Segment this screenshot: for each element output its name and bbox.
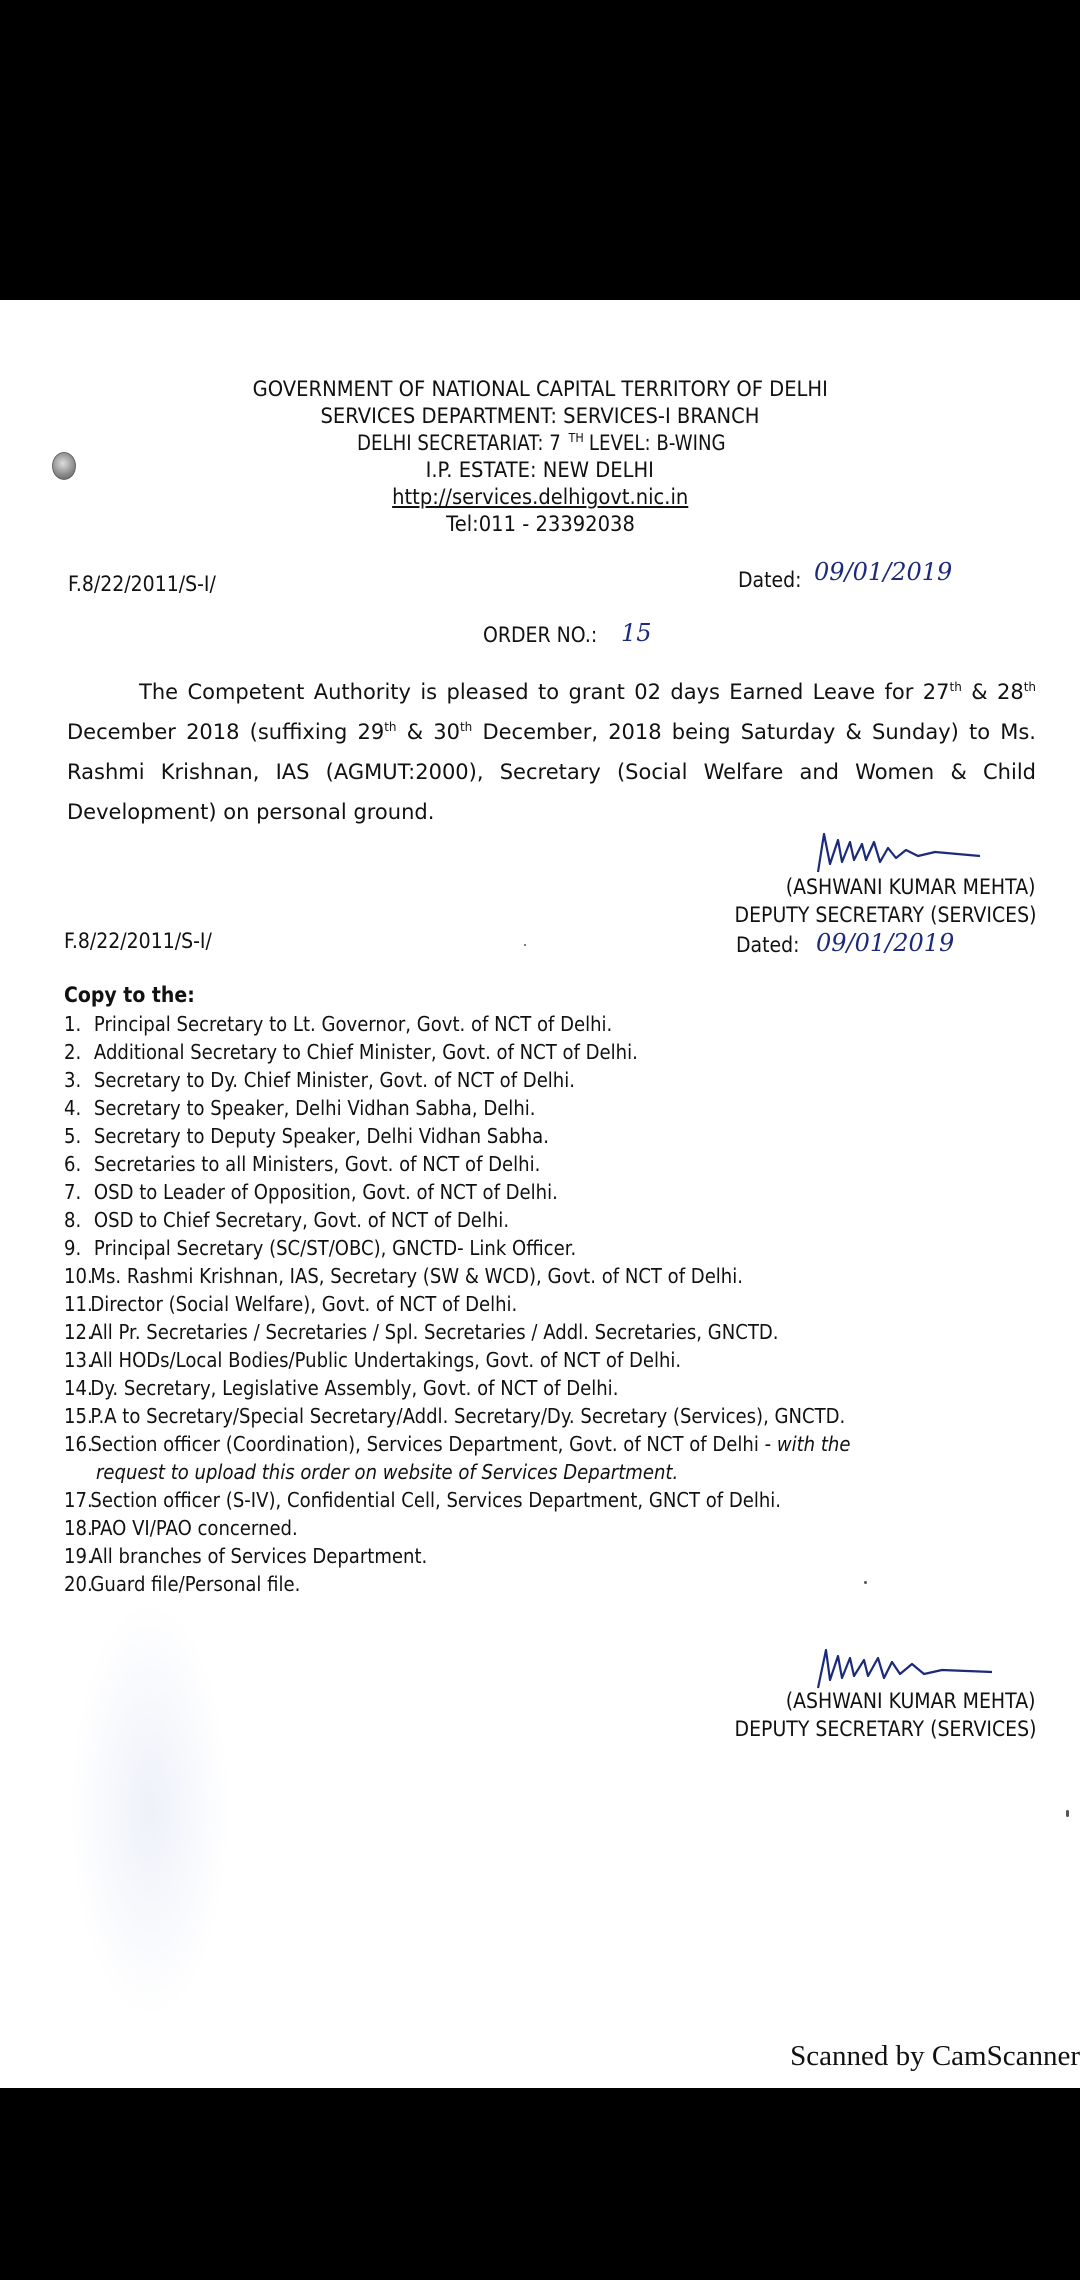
copy-to-item-text: Ms. Rashmi Krishnan, IAS, Secretary (SW & WCD), Govt. of NCT of Delhi. xyxy=(90,1264,743,1288)
header-line-estate xyxy=(0,457,1080,483)
body-line: Rashmi Krishnan, IAS (AGMUT:2000), Secretary (Social Welfare and Women & Child xyxy=(67,760,1036,784)
copy-to-item-number: 16. xyxy=(64,1432,93,1456)
copy-to-item xyxy=(64,1206,570,1234)
copy-to-item-number: 2. xyxy=(64,1040,82,1064)
copy-to-item-content xyxy=(64,1318,778,1346)
body-text: December, 2018 being Saturday & Sunday) to Ms. xyxy=(472,720,1036,744)
copy-to-item-number: 18. xyxy=(64,1516,93,1540)
copy-to-item xyxy=(64,1122,615,1150)
signatory-name-2 xyxy=(758,1688,1036,1714)
copy-to-item xyxy=(64,1262,836,1290)
copy-to-item-text: PAO VI/PAO concerned. xyxy=(90,1516,298,1540)
order-label: ORDER NO.: xyxy=(483,623,598,647)
copy-to-item-italic: request to upload this order on website of Services Department. xyxy=(96,1460,679,1484)
copy-to-item xyxy=(64,1318,876,1346)
copy-to-item-content xyxy=(64,1514,298,1542)
copy-to-item-content xyxy=(64,1066,575,1094)
header-line-government xyxy=(0,376,1080,402)
copy-to-item xyxy=(64,1402,952,1430)
handwritten-date: 09/01/2019 xyxy=(816,929,955,957)
scan-speck xyxy=(864,1581,867,1584)
copy-to-item-text: All Pr. Secretaries / Secretaries / Spl. Secretaries / Addl. Secretaries, GNCTD. xyxy=(90,1320,779,1344)
copy-to-item-number: 20. xyxy=(64,1572,93,1596)
copy-to-item-number: 1. xyxy=(64,1012,82,1036)
copy-to-item-content xyxy=(64,1038,638,1066)
scan-speck xyxy=(524,944,526,946)
copy-to-item-content xyxy=(64,1402,845,1430)
copy-to-item-content xyxy=(64,1234,576,1262)
scan-smudge xyxy=(70,1600,230,2020)
header-text: I.P. ESTATE: NEW DELHI xyxy=(425,458,655,482)
dated-label: Dated: xyxy=(738,568,802,592)
copy-to-item-number: 8. xyxy=(64,1208,82,1232)
copy-to-item-number: 4. xyxy=(64,1096,82,1120)
copy-to-item-text: All branches of Services Department. xyxy=(90,1544,428,1568)
copy-to-item-number: 13. xyxy=(64,1348,93,1372)
body-line xyxy=(67,712,1036,752)
copy-to-item xyxy=(64,1290,579,1318)
copy-to-item xyxy=(64,1066,645,1094)
copy-to-item xyxy=(64,1150,605,1178)
copy-to-item-text: Section officer (S-IV), Confidential Cell, Services Department, GNCT of Delhi. xyxy=(90,1488,782,1512)
copy-to-item-number: 12. xyxy=(64,1320,93,1344)
copy-to-item-text: Secretary to Dy. Chief Minister, Govt. of NCT of Delhi. xyxy=(93,1068,575,1092)
header-line-secretariat xyxy=(0,430,1080,456)
copy-to-item-content xyxy=(64,1346,681,1374)
copy-to-item xyxy=(64,1346,765,1374)
copy-to-item xyxy=(64,1178,625,1206)
header-website xyxy=(0,484,1080,510)
copy-to-item xyxy=(64,1038,716,1066)
header-text xyxy=(349,430,730,456)
copy-to-item-number: 6. xyxy=(64,1152,82,1176)
header-telephone xyxy=(0,511,1080,537)
copy-to-item-content xyxy=(64,1010,612,1038)
copy-to-item xyxy=(64,1094,600,1122)
copy-to-item-text: Principal Secretary to Lt. Governor, Govt. of NCT of Delhi. xyxy=(93,1012,613,1036)
handwritten-order-number: 15 xyxy=(621,619,652,647)
handwritten-date: 09/01/2019 xyxy=(814,558,953,586)
copy-to-item-content xyxy=(64,1542,427,1570)
copy-to-item xyxy=(64,1010,687,1038)
copy-to-item-content xyxy=(64,1094,536,1122)
signatory-name-text: (ASHWANI KUMAR MEHTA) xyxy=(786,1689,1036,1713)
order-number xyxy=(483,619,652,648)
body-line xyxy=(67,672,1036,712)
copy-to-item-text: OSD to Chief Secretary, Govt. of NCT of Delhi. xyxy=(93,1208,510,1232)
order-body xyxy=(67,672,1036,832)
scan-speck xyxy=(1066,1810,1069,1817)
copy-to-item-number: 15. xyxy=(64,1404,93,1428)
copy-to-item-content xyxy=(64,1206,509,1234)
copy-to-item-number: 17. xyxy=(64,1488,93,1512)
file-number-text: F.8/22/2011/S-I/ xyxy=(64,929,212,953)
copy-to-item-text: Secretary to Speaker, Delhi Vidhan Sabha, Delhi. xyxy=(93,1096,536,1120)
signature-stroke xyxy=(818,1650,992,1688)
copy-to-item-content xyxy=(64,1150,540,1178)
dated-field xyxy=(738,558,953,593)
copy-to-heading-text: Copy to the: xyxy=(64,983,195,1007)
dated-label: Dated: xyxy=(736,933,800,957)
header-text: GOVERNMENT OF NATIONAL CAPITAL TERRITORY OF DELHI xyxy=(252,377,828,401)
body-text: & 30 xyxy=(396,720,460,744)
file-number-2 xyxy=(64,928,228,954)
copy-to-item-content xyxy=(64,1486,781,1514)
superscript: th xyxy=(384,720,397,734)
file-number-text: F.8/22/2011/S-I/ xyxy=(68,572,216,596)
header-text: Tel:011 - 23392038 xyxy=(445,512,635,536)
copy-to-item-text: Additional Secretary to Chief Minister, Govt. of NCT of Delhi. xyxy=(93,1040,638,1064)
camscanner-watermark xyxy=(790,2040,1080,2073)
copy-to-item-content xyxy=(64,1122,549,1150)
copy-to-item xyxy=(64,1234,646,1262)
copy-to-item-text: Secretary to Deputy Speaker, Delhi Vidhan Sabha. xyxy=(93,1124,549,1148)
body-text: The Competent Authority is pleased to grant 02 days Earned Leave for 27 xyxy=(139,680,950,704)
top-black-band xyxy=(0,0,1080,300)
signatory-designation xyxy=(701,902,1037,928)
signature-1 xyxy=(810,826,990,876)
signatory-designation-text: DEPUTY SECRETARY (SERVICES) xyxy=(734,1717,1036,1741)
signatory-name-text: (ASHWANI KUMAR MEHTA) xyxy=(786,875,1036,899)
copy-to-item-number: 11. xyxy=(64,1292,93,1316)
signature-2 xyxy=(812,1644,1002,1694)
watermark-text: Scanned by CamScanner xyxy=(790,2040,1080,2072)
superscript: th xyxy=(459,720,473,734)
copy-to-item xyxy=(64,1542,477,1570)
copy-to-item xyxy=(64,1514,330,1542)
body-line: Development) on personal ground. xyxy=(67,800,435,824)
copy-to-item-content xyxy=(64,1430,850,1458)
header-text: SERVICES DEPARTMENT: SERVICES-I BRANCH xyxy=(320,404,760,428)
signature-stroke xyxy=(818,834,980,872)
copy-to-item-number: 5. xyxy=(64,1124,82,1148)
file-number xyxy=(68,571,232,597)
signatory-name xyxy=(758,874,1036,900)
body-text: & 28 xyxy=(961,680,1024,704)
copy-to-item-text: Dy. Secretary, Legislative Assembly, Govt. of NCT of Delhi. xyxy=(90,1376,619,1400)
copy-to-item-content xyxy=(64,1178,558,1206)
copy-to-item-content xyxy=(64,1290,517,1318)
copy-to-item-number: 19. xyxy=(64,1544,93,1568)
header-text-part: LEVEL: B-WING xyxy=(588,431,726,455)
website-link[interactable]: http://services.delhigovt.nic.in xyxy=(391,485,689,509)
copy-to-item-text: OSD to Leader of Opposition, Govt. of NCT of Delhi. xyxy=(93,1180,558,1204)
copy-to-item-text: P.A to Secretary/Special Secretary/Addl. Secretary/Dy. Secretary (Services), GNCTD. xyxy=(90,1404,846,1428)
copy-to-item-continuation xyxy=(96,1458,758,1486)
copy-to-item-content xyxy=(64,1262,743,1290)
copy-to-item xyxy=(64,1374,694,1402)
body-text: December 2018 (suffixing 29 xyxy=(67,720,385,744)
copy-to-item xyxy=(64,1430,958,1458)
copy-to-item-number: 7. xyxy=(64,1180,82,1204)
header-text-part: DELHI SECRETARIAT: 7 xyxy=(356,431,561,455)
copy-to-item-content xyxy=(64,1570,300,1598)
superscript: TH xyxy=(568,431,584,445)
copy-to-item xyxy=(64,1486,879,1514)
bottom-black-band xyxy=(0,2088,1080,2280)
superscript: th xyxy=(949,680,962,694)
header-line-department xyxy=(0,403,1080,429)
copy-to-item-text: Section officer (Coordination), Services Department, Govt. of NCT of Delhi - xyxy=(90,1432,777,1456)
copy-to-item-number: 10. xyxy=(64,1264,93,1288)
copy-to-item-text: Director (Social Welfare), Govt. of NCT of Delhi. xyxy=(90,1292,518,1316)
copy-to-item-number: 9. xyxy=(64,1236,82,1260)
copy-to-item-italic: with the xyxy=(776,1432,851,1456)
copy-to-item-text: All HODs/Local Bodies/Public Undertakings, Govt. of NCT of Delhi. xyxy=(90,1348,682,1372)
copy-to-item-text: Principal Secretary (SC/ST/OBC), GNCTD- Link Officer. xyxy=(93,1236,577,1260)
signatory-designation-2 xyxy=(701,1716,1037,1742)
copy-to-item-number: 14. xyxy=(64,1376,93,1400)
copy-to-heading xyxy=(64,982,209,1008)
copy-to-item-content xyxy=(64,1374,618,1402)
copy-to-item-text: Secretaries to all Ministers, Govt. of NCT of Delhi. xyxy=(93,1152,541,1176)
copy-to-item-number: 3. xyxy=(64,1068,82,1092)
copy-to-item-text: Guard file/Personal file. xyxy=(90,1572,301,1596)
dated-field-2 xyxy=(736,929,955,958)
superscript: th xyxy=(1023,680,1036,694)
copy-to-item xyxy=(64,1570,333,1598)
signatory-designation-text: DEPUTY SECRETARY (SERVICES) xyxy=(734,903,1036,927)
